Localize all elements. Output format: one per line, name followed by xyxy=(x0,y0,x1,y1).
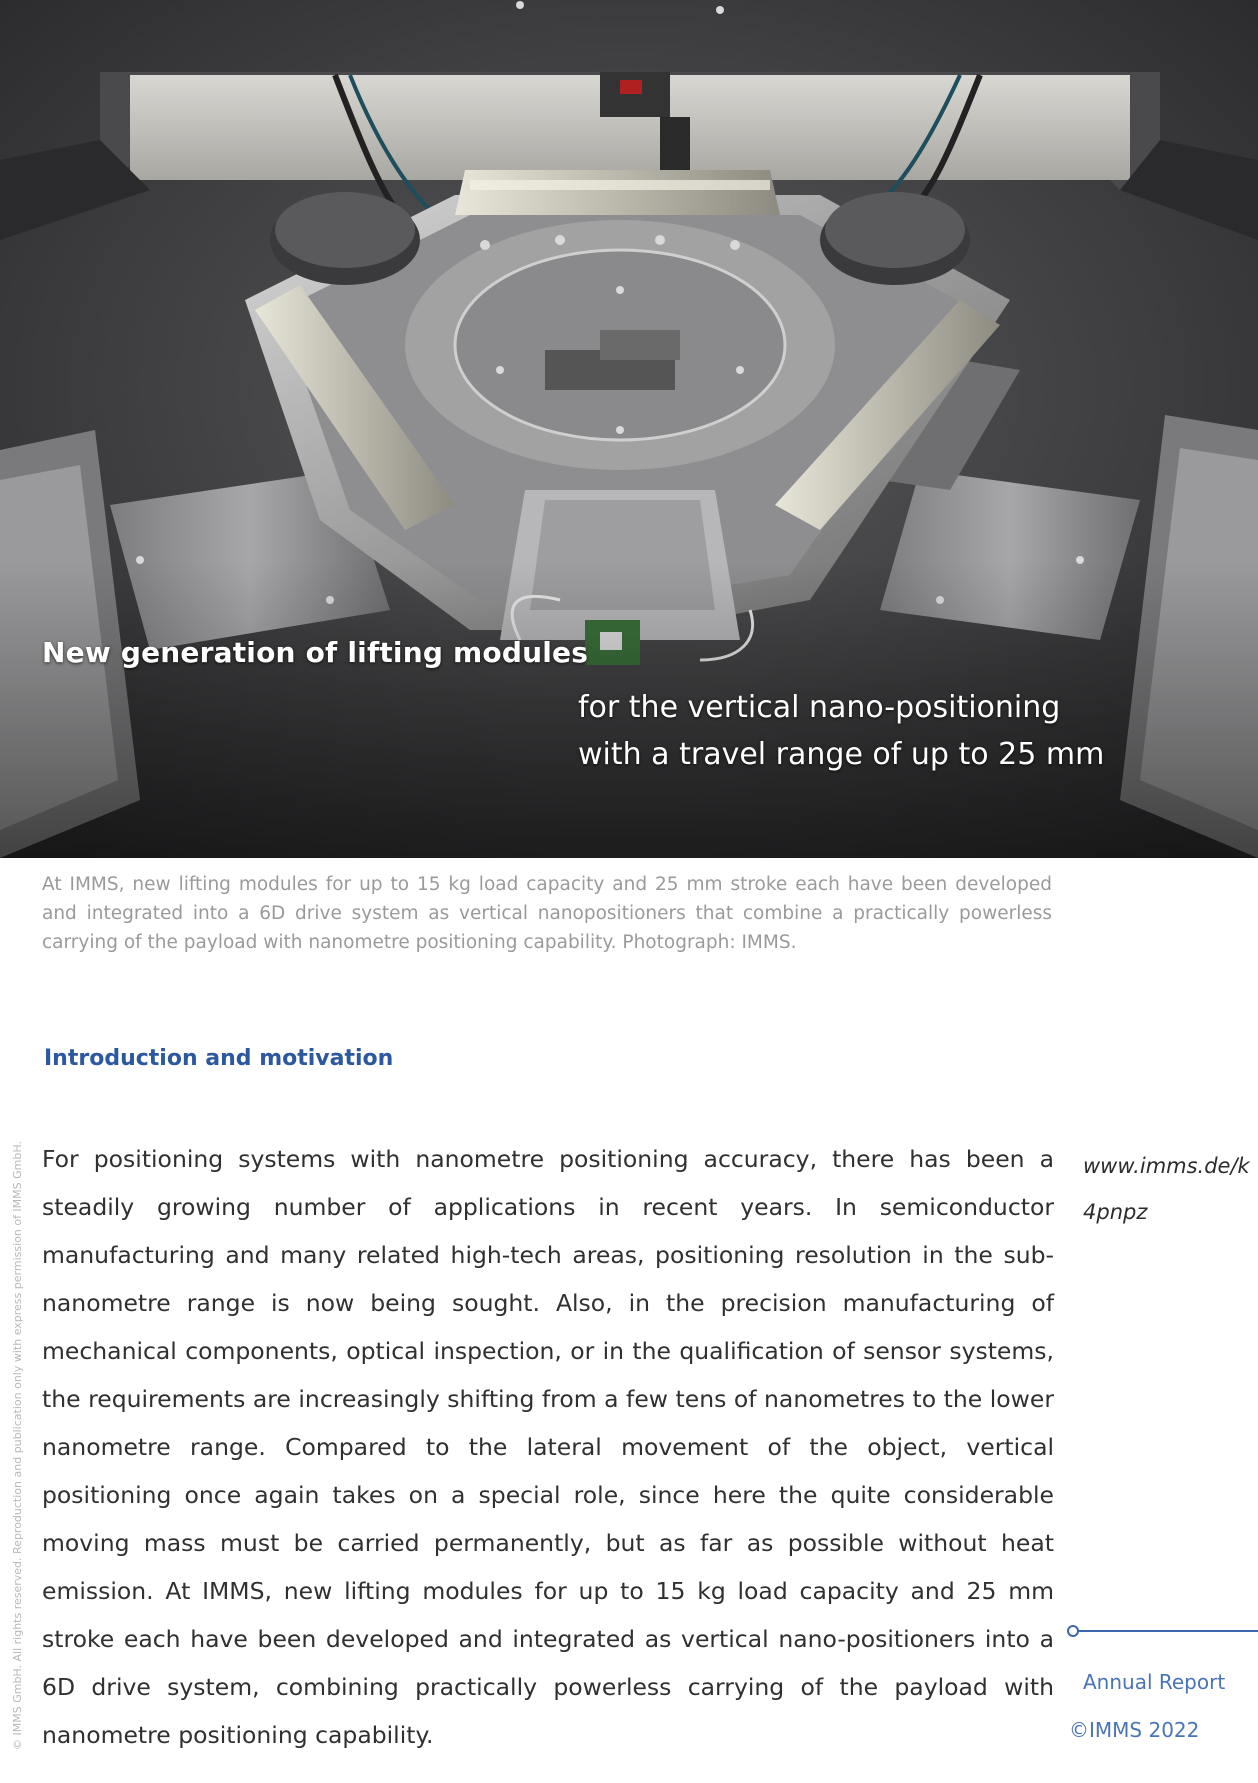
body-paragraph: For positioning systems with nanometre positioning accuracy, there has been a steadily growing number of applications in recent years. In semiconductor manufacturing and many related high-tech areas, positioning resolution in the sub-nanometre range is now being sought. Also, in the precision manufacturing of mechanical components, optical inspection, or in the qualification of sensor systems, the requirements are increasingly shifting from a few tens of nanometres to the lower nanometre range. Compared to the lateral movement of the object, vertical positioning once again takes on a special role, since here the quite considerable moving mass must be carried permanently, but as far as possible without heat emission. At IMMS, new lifting modules for up to 15 kg load capacity and 25 mm stroke each have been developed and integrated as vertical nano-positioners into a 6D drive system, combining practically powerless carrying of the payload with nanometre positioning capability. xyxy=(42,1145,1054,1749)
hero-photo xyxy=(0,0,1258,858)
reference-link[interactable]: www.imms.de/k4pnpz xyxy=(1083,1154,1250,1224)
divider-dot-icon xyxy=(1067,1625,1079,1637)
hero-subtitle-line-1: for the vertical nano-positioning xyxy=(578,690,1061,725)
hero-subtitle xyxy=(578,684,1104,778)
section-title: Introduction and motivation xyxy=(44,1046,394,1071)
hero-subtitle-line-2: with a travel range of up to 25 mm xyxy=(578,737,1105,772)
hero-title: New generation of lifting modules xyxy=(42,636,589,669)
report-copyright: ©IMMS 2022 xyxy=(1069,1718,1200,1742)
copyright-notice: © IMMS GmbH. All rights reserved. Reproduction and publication only with express permission of IMMS GmbH. xyxy=(11,1141,24,1750)
sidebar-divider xyxy=(1068,1630,1258,1632)
photo-caption: At IMMS, new lifting modules for up to 15 kg load capacity and 25 mm stroke each have been developed and integrated into a 6D drive system as vertical nanopositioners that combine a practically powerless carrying of the payload with nanometre positioning capability. Photograph: IMMS. xyxy=(42,874,1052,953)
annual-report-label: Annual Report xyxy=(1083,1670,1226,1694)
